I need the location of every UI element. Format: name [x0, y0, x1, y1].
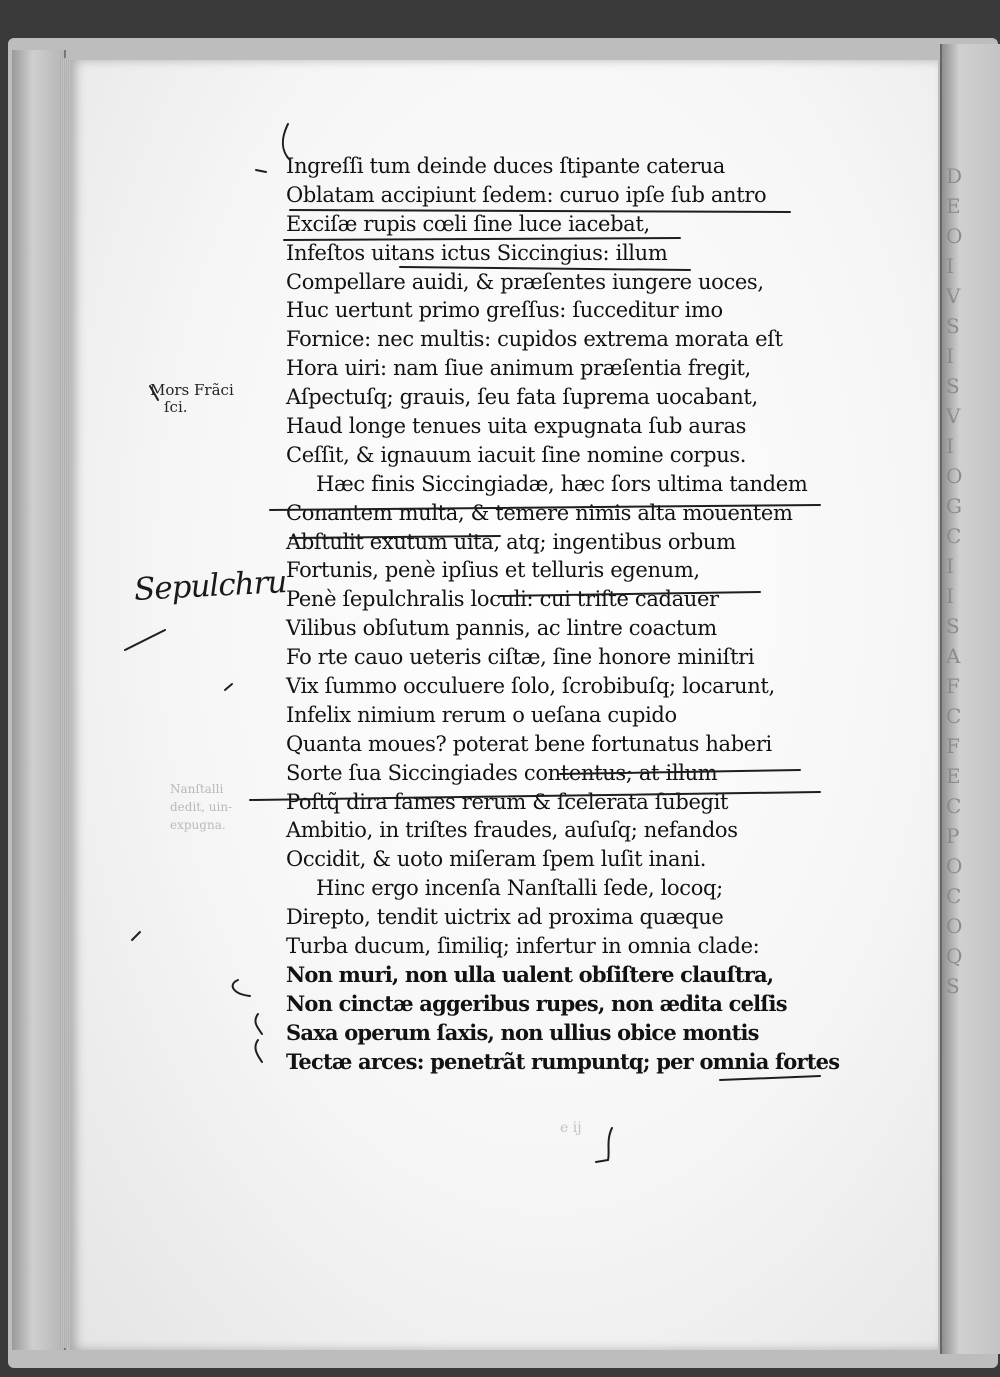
verse-line: Hinc ergo incenſa Nanſtalli ſede, locoq; — [316, 876, 723, 901]
marginal-note-line-2: ſci. — [164, 398, 188, 416]
verse-line: Oblatam accipiunt ſedem: curuo ipſe ſub antro — [286, 182, 767, 207]
facing-page-ghost-letter: G — [946, 494, 962, 518]
facing-page-ghost-letter: S — [946, 614, 960, 638]
facing-page-ghost-letter: C — [946, 884, 962, 908]
left-cover-edge — [12, 50, 66, 1350]
facing-page-ghost-letter: S — [946, 374, 960, 398]
verse-line: Quanta moues? poterat bene fortunatus haberi — [286, 731, 772, 756]
facing-page-ghost-letter: P — [946, 824, 960, 848]
facing-page-ghost-letter: A — [946, 644, 961, 668]
verse-line: Infelix nimium rerum o ueſana cupido — [286, 702, 677, 727]
facing-page-ghost-letter: V — [946, 404, 961, 428]
facing-page-ghost-letter: I — [946, 434, 954, 458]
bleed-line: dedit, uin- — [170, 800, 233, 814]
facing-page-ghost-letter: F — [946, 674, 960, 698]
facing-page-ghost-letter: I — [946, 554, 954, 578]
handwritten-annotation: Sepulchru — [133, 564, 288, 608]
bleed-line: expugna. — [170, 818, 226, 832]
facing-page-ghost-letter: Q — [946, 944, 963, 968]
signature-mark: e ij — [560, 1120, 582, 1136]
verse-line: Exciſæ rupis cœli ſine luce iacebat, — [286, 211, 650, 236]
facing-page-ghost-letter: O — [946, 464, 963, 488]
facing-page-ghost-letter: F — [946, 734, 960, 758]
marginal-note-line-1: Mors Frãci — [150, 381, 234, 399]
facing-page-ghost-letter: D — [946, 164, 963, 188]
verse-line: Haud longe tenues uita expugnata ſub auras — [286, 414, 747, 439]
facing-page-ghost-letter: O — [946, 224, 963, 248]
verse-line: Vix ſummo occuluere ſolo, ſcrobibuſq; locarunt, — [286, 674, 775, 699]
verse-line: Infeſtos uitans ictus Siccingius: illum — [286, 240, 668, 265]
facing-page-ghost-letter: C — [946, 794, 962, 818]
facing-page-ghost-letter: O — [946, 914, 963, 938]
verse-line: Tectæ arces: penetrãt rumpuntq; per omnia fortes — [286, 1048, 840, 1074]
verse-line: Poſtq̃ dira fames rerum & ſcelerata ſubegit — [286, 789, 729, 814]
facing-page-ghost-letter: E — [946, 194, 961, 218]
verse-line: Saxa operum ſaxis, non ullius obice montis — [286, 1019, 759, 1045]
verse-line: Conantem multa, & temere nimis alta mouentem — [286, 500, 793, 525]
verse-line: Ambitio, in triſtes fraudes, auſuſq; nefandos — [286, 818, 738, 843]
verse-line: Ingreſſi tum deinde duces ſtipante caterua — [286, 154, 725, 178]
verse-line: Direpto, tendit uictrix ad proxima quæque — [286, 905, 724, 930]
verse-line: Occidit, & uoto miſeram ſpem luſit inani. — [286, 847, 707, 872]
facing-page-ghost-letter: V — [946, 284, 961, 308]
verse-line: Fo rte cauo ueteris ciſtæ, ſine honore miniſtri — [286, 645, 755, 670]
verse-line: Sorte ſua Siccingiades contentus; at illum — [286, 760, 718, 785]
marginal-note — [150, 382, 234, 416]
verse-line: Vilibus obſutum pannis, ac lintre coactum — [286, 616, 717, 641]
facing-page-ghost-letter: S — [946, 314, 960, 338]
facing-page-ghost-letter: C — [946, 524, 962, 548]
facing-page-ghost-letter: I — [946, 254, 954, 278]
verse-line: Hæc finis Siccingiadæ, hæc ſors ultima tandem — [316, 471, 808, 496]
verse-line: Fornice: nec multis: cupidos extrema morata eſt — [286, 327, 783, 352]
bleed-line: Nanſtalli — [170, 782, 224, 796]
facing-page-ghost-letter: S — [946, 974, 960, 998]
verse-line: Huc uertunt primo greſſus: ſucceditur imo — [286, 298, 723, 323]
bleed-through-text — [170, 780, 290, 834]
verse-line: Non cinctæ aggeribus rupes, non ædita celſis — [286, 990, 787, 1016]
verse-line: Fortunis, penè ipſius et telluris egenum, — [286, 558, 700, 583]
verse-line: Aſpectuſq; grauis, ſeu fata ſuprema uocabant, — [286, 385, 758, 410]
verse-line: Compellare auidi, & præſentes iungere uoces, — [286, 269, 764, 294]
facing-page-ghost-letter: I — [946, 344, 954, 368]
page-stack-edge — [60, 58, 70, 1348]
verse-line: Non muri, non ulla ualent obſiſtere clauſtra, — [286, 961, 774, 987]
facing-page-ghost-letter: I — [946, 584, 954, 608]
facing-page-ghost-letter: C — [946, 704, 962, 728]
verse-line: Abſtulit exutum uita, atq; ingentibus orbum — [286, 529, 736, 554]
verse-line: Ceſſit, & ignauum iacuit ſine nomine corpus. — [286, 442, 747, 467]
facing-page-ghost-letter: E — [946, 764, 961, 788]
facing-page-edge — [940, 44, 1000, 1354]
verse-line: Penè ſepulchralis loculi: cui triſte cadauer — [286, 587, 719, 612]
verse-line: Turba ducum, ſimiliq; infertur in omnia clade: — [286, 934, 760, 959]
verse-line: Hora uiri: nam ſiue animum præſentia fregit, — [286, 356, 751, 381]
verse-text-block — [286, 152, 840, 1077]
facing-page-ghost-letter: O — [946, 854, 963, 878]
